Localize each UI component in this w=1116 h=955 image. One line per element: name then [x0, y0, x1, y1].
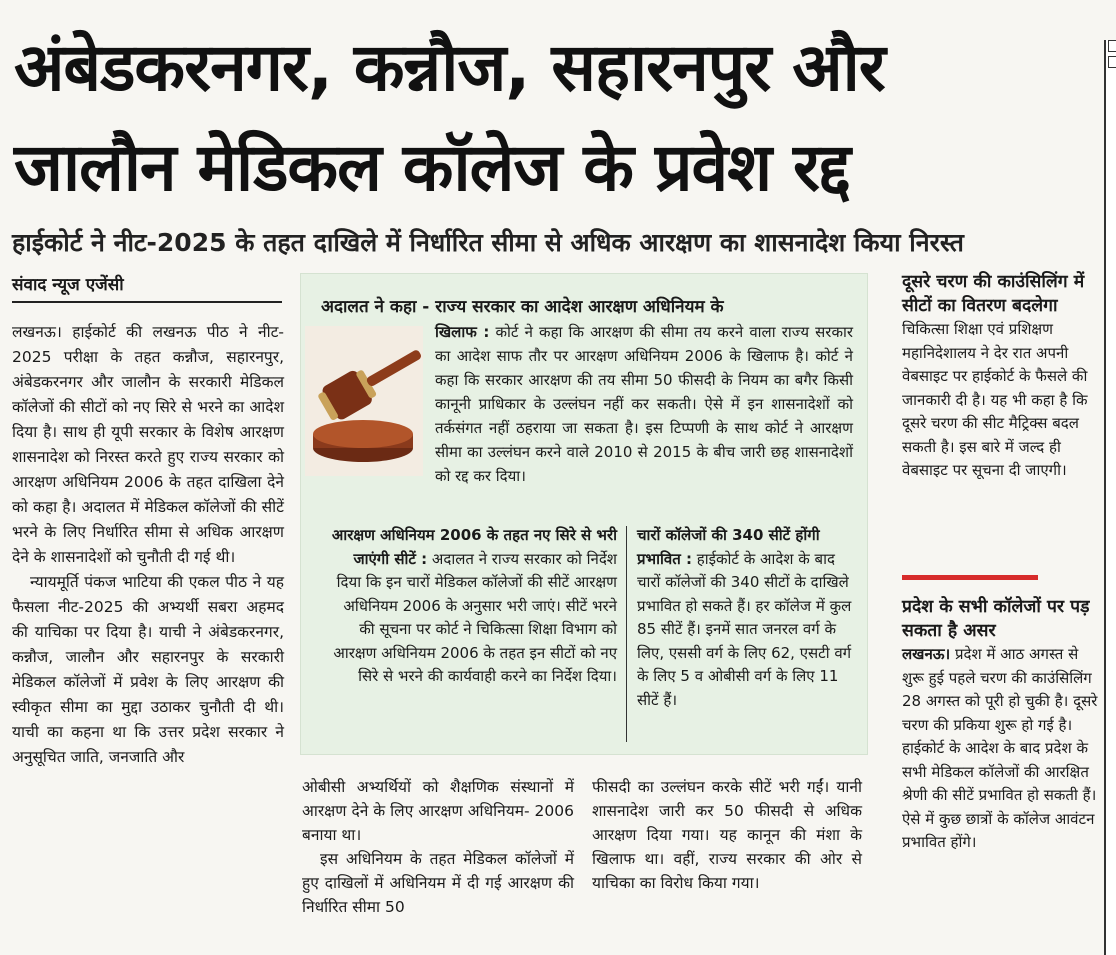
sidebar-body: [902, 643, 1098, 855]
box-lead: खिलाफ :: [435, 323, 490, 341]
box-heading: अदालत ने कहा - राज्य सरकार का आदेश आरक्षण अधिनियम के: [321, 297, 724, 317]
article-paragraph: फीसदी का उल्लंघन करके सीटें भरी गईं। यानी शासनादेश जारी कर 50 फीसदी से अधिक आरक्षण दिया गया। यह कानून की मंशा के खिलाफ था। वहीं, राज्य सरकार की ओर से याचिका का विरोध किया गया।: [592, 778, 862, 892]
subsection-heading: आरक्षण अधिनियम 2006 के तहत नए सिरे से भरी जाएंगी सीटें :: [331, 526, 617, 568]
column-divider: [626, 526, 627, 742]
edge-box-icon: [1108, 40, 1116, 52]
red-divider: [902, 575, 1038, 580]
headline-line-2: जालौन मेडिकल कॉलेज के प्रवेश रद्द: [14, 129, 850, 206]
sidebar-heading: प्रदेश के सभी कॉलेजों पर पड़ सकता है असर: [902, 597, 1090, 641]
box-text: [435, 320, 853, 488]
page-edge-rule: [1104, 40, 1116, 955]
sidebar-text: चिकित्सा शिक्षा एवं प्रशिक्षण महानिदेशालय ने देर रात अपनी वेबसाइट पर हाईकोर्ट के फैसले की जानकारी दी है। यह भी कहा है कि दूसरे चरण की सीट मैट्रिक्स बदल सकती है। इस बारे में जल्द ही वेबसाइट पर सूचना दी जाएगी।: [902, 320, 1088, 479]
sidebar-text: प्रदेश में आठ अगस्त से शुरू हुई पहले चरण की काउंसिलिंग 28 अगस्त को पूरी हो चुकी है। दूसरे चरण की प्रकिया शुरू हो गई है। हाईकोर्ट के आदेश के बाद प्रदेश के सभी मेडिकल कॉलेजों की आरक्षित श्रेणी की सीटें प्रभावित हो सकती हैं। ऐसे में कुछ छात्रों के कॉलेज आवंटन प्रभावित होंगे।: [902, 645, 1098, 851]
box-subsection-2: [637, 524, 859, 712]
subsection-heading: चारों कॉलेजों की 340 सीटें होंगी प्रभावित :: [637, 526, 820, 568]
article-paragraph: न्यायमूर्ति पंकज भाटिया की एकल पीठ ने यह फैसला नीट-2025 की अभ्यर्थी सबरा अहमद की याचिका पर दिया है। याची ने अंबेडकरनगर, कन्नौज, जालौन और सहारनपुर के सरकारी मेडिकल कॉलेजों में प्रवेश के लिए आरक्षण की स्वीकृत सीमा का मुद्दा उठाकर चुनौती दी थी। याची का कहना था कि उत्तर प्रदेश सरकार ने अनुसूचित जाति, जनजाति और: [12, 573, 284, 766]
article-paragraph: इस अधिनियम के तहत मेडिकल कॉलेजों में हुए दाखिलों में अधिनियम में दी गई आरक्षण की निर्धारित सीमा 50: [302, 850, 574, 916]
highlight-box: [300, 273, 868, 755]
headline-line-1: अंबेडकरनगर, कन्नौज, सहारनपुर और: [14, 29, 885, 106]
sidebar-story-2: [902, 595, 1098, 855]
article-paragraph: लखनऊ। हाईकोर्ट की लखनऊ पीठ ने नीट- 2025 परीक्षा के तहत कन्नौज, सहारनपुर, अंबेडकरनगर और जालौन के सरकारी मेडिकल कॉलेजों की सीटों को नए सिरे से भरने का आदेश दिया है। साथ ही यूपी सरकार के विशेष आरक्षण शासनादेश को निरस्त करते हुए राज्य सरकार को आरक्षण अधिनियम 2006 के तहत दाखिला देने को कहा है। अदालत में मेडिकल कॉलेजों की सीटें भरने के लिए निर्धारित सीमा से अधिक आरक्षण देने के शासनादेशों को चुनौती दी गई थी।: [12, 323, 284, 566]
edge-box-icon: [1108, 56, 1116, 68]
subsection-text: हाईकोर्ट के आदेश के बाद चारों कॉलेजों की 340 सीटों के दाखिले प्रभावित हो सकते हैं। हर कॉलेज में कुल 85 सीटें हैं। इनमें सात जनरल वर्ग के लिए, एससी वर्ग के लिए 62, एसटी वर्ग के लिए 5 व ओबीसी वर्ग के लिए 11 सीटें हैं।: [637, 549, 852, 709]
article-column-1: [12, 320, 284, 770]
sidebar-story-1: [902, 270, 1098, 483]
sidebar-heading: दूसरे चरण की काउंसिलिंग में सीटों का वितरण बदलेगा: [902, 272, 1085, 316]
subsection-text: अदालत ने राज्य सरकार को निर्देश दिया कि इन चारों मेडिकल कॉलेजों की सीटें आरक्षण अधिनियम 2006 के अनुसार भरी जाएं। सीटें भरने की सूचना पर कोर्ट ने चिकित्सा शिक्षा विभाग को आरक्षण अधिनियम 2006 के तहत इन सीटों को नए सिरे से भरने की कार्यवाही करने का निर्देश दिया।: [333, 549, 617, 685]
article-paragraph: ओबीसी अभ्यर्थियों को शैक्षणिक संस्थानों में आरक्षण देने के लिए आरक्षण अधिनियम- 2006 बनाया था।: [302, 778, 574, 844]
box-body: कोर्ट ने कहा कि आरक्षण की सीमा तय करने वाला राज्य सरकार का आदेश साफ तौर पर आरक्षण अधिनियम 2006 के खिलाफ है। कोर्ट ने कहा कि सरकार आरक्षण की तय सीमा 50 फीसदी के नियम का बगैर किसी कानूनी प्राधिकार के उल्लंघन नहीं कर सकती। ऐसे में इन शासनादेशों को तर्कसंगत नहीं ठहराया जा सकता है। इस टिप्पणी के साथ कोर्ट ने आरक्षण सीमा का उल्लंघन करने वाले 2010 से 2015 के बीच जारी छह शासनादेशों को रद्द कर दिया।: [435, 323, 853, 485]
byline: संवाद न्यूज एजेंसी: [12, 272, 282, 303]
subheadline: हाईकोर्ट ने नीट-2025 के तहत दाखिले में निर्धारित सीमा से अधिक आरक्षण का शासनादेश किया निरस्त: [12, 228, 964, 257]
gavel-image: [305, 326, 423, 476]
sidebar-dateline: लखनऊ।: [902, 645, 951, 663]
article-column-3: [592, 775, 862, 895]
article-column-2: [302, 775, 574, 919]
box-subsection-1: [329, 524, 617, 689]
